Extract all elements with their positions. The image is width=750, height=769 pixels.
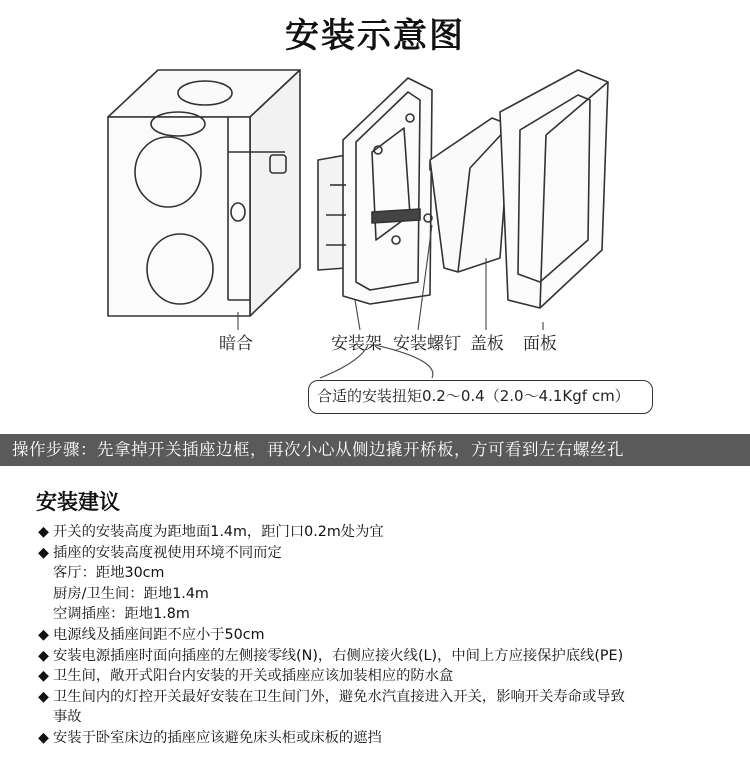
bullet-diamond-icon: ◆: [38, 626, 49, 643]
advice-item-text: 电源线及插座间距不应小于50cm: [53, 626, 265, 643]
advice-item: [38, 687, 738, 708]
mount-frame-illustration: [318, 78, 432, 304]
advice-item: [38, 646, 738, 667]
advice-title: 安装建议: [36, 490, 120, 514]
advice-item: [38, 522, 738, 543]
advice-item-text: 安装电源插座时面向插座的左侧接零线(N)，右侧应接火线(L)，中间上方应接保护底线(PE): [53, 647, 624, 664]
advice-item-text: 卫生间内的灯控开关最好安装在卫生间门外，避免水汽直接进入开关，影响开关寿命或导致: [53, 688, 625, 705]
advice-item: [38, 625, 738, 646]
advice-item-text: 事故: [53, 709, 82, 726]
advice-item: [38, 584, 738, 605]
bullet-diamond-icon: ◆: [38, 688, 49, 705]
advice-item: [38, 543, 738, 564]
label-face-plate: 面板: [523, 334, 557, 354]
advice-item: [38, 604, 738, 625]
bullet-diamond-icon: ◆: [38, 524, 49, 540]
page-title: 安装示意图: [285, 16, 465, 56]
advice-item: [38, 563, 738, 584]
face-plate-illustration: [500, 70, 608, 308]
dark-box-illustration: [108, 70, 300, 316]
advice-item: [38, 707, 738, 728]
leader-mount-frame: [355, 300, 360, 330]
advice-item-text: 卫生间，敞开式阳台内安装的开关或插座应该加装相应的防水盒: [53, 668, 454, 685]
bullet-diamond-icon: ◆: [38, 729, 49, 746]
label-cover-plate: 盖板: [470, 334, 504, 354]
steps-bar: 操作步骤：先拿掉开关插座边框，再次小心从侧边撬开桥板，方可看到左右螺丝孔: [0, 434, 750, 466]
advice-item-text: 安装于卧室床边的插座应该避免床头柜或床板的遮挡: [53, 729, 382, 746]
advice-item-text: 开关的安装高度为距地面1.4m，距门口0.2m处为宜: [53, 524, 384, 540]
label-screws: 安装螺钉: [393, 334, 461, 354]
advice-item-text: 客厅：距地30cm: [53, 565, 165, 582]
label-mount-frame: 安装架: [331, 334, 382, 354]
advice-item: [38, 666, 738, 687]
advice-item-text: 空调插座：距地1.8m: [53, 606, 190, 623]
bullet-diamond-icon: ◆: [38, 544, 49, 561]
bullet-diamond-icon: ◆: [38, 647, 49, 664]
cover-plate-illustration: [430, 118, 510, 272]
advice-item: [38, 728, 738, 749]
bullet-diamond-icon: ◆: [38, 668, 49, 685]
advice-list: [38, 522, 738, 749]
label-dark-box: 暗合: [219, 334, 253, 354]
advice-item-text: 厨房/卫生间：距地1.4m: [53, 585, 209, 602]
torque-note: 合适的安装扭矩0.2～0.4（2.0～4.1Kgf cm）: [308, 380, 653, 414]
advice-item-text: 插座的安装高度视使用环境不同而定: [53, 544, 282, 561]
